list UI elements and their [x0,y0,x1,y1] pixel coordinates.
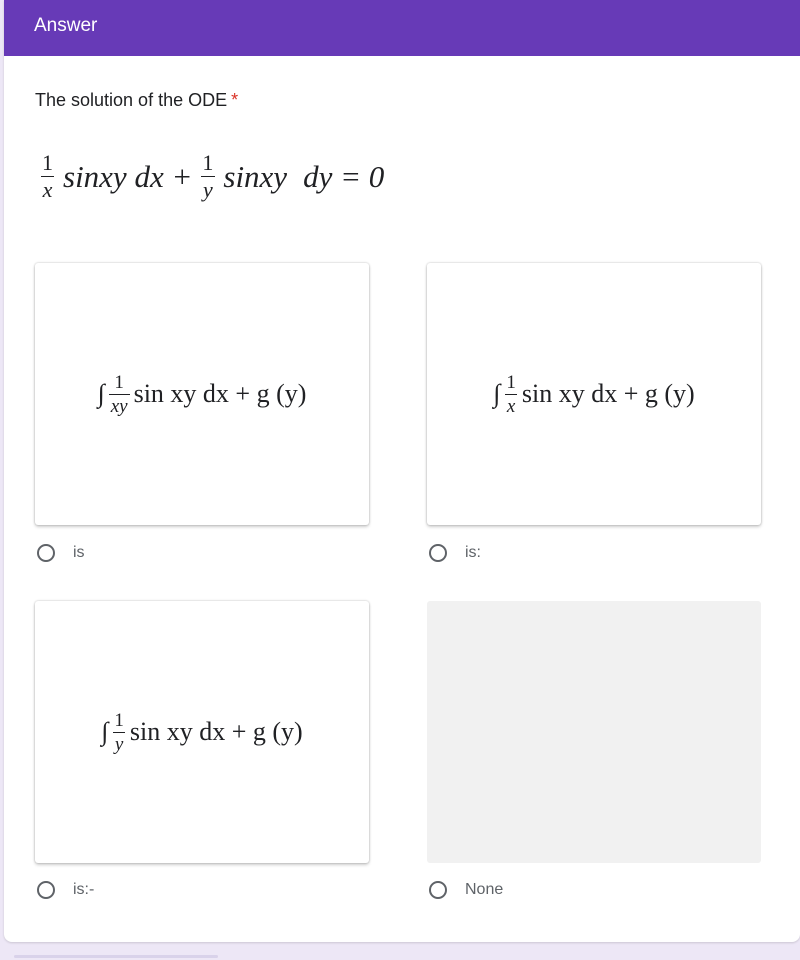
section-header [4,0,800,56]
option-image-1[interactable] [35,263,369,525]
option-image-3[interactable] [35,601,369,863]
option-fraction [504,373,518,416]
option-formula [35,601,369,863]
fraction-numerator: 1 [506,371,516,393]
fraction-denominator: y [114,733,124,755]
question-title [35,90,238,111]
fraction-numerator: 1 [42,150,53,175]
option-image-2[interactable] [427,263,761,525]
fraction-denominator: x [506,395,516,417]
integral-sign: ∫ [101,717,109,746]
equation-term: dy = 0 [303,158,385,194]
fraction-one-over-x [40,152,55,201]
radio-button[interactable] [429,881,447,899]
bottom-divider [14,955,218,958]
option-label: None [465,881,504,898]
option-formula [35,263,369,525]
radio-button[interactable] [37,881,55,899]
integral-sign: ∫ [97,379,105,408]
equation-term: sinxy [223,158,288,194]
fraction-numerator: 1 [114,709,124,731]
fraction-one-over-y [200,152,215,201]
integral-sign: ∫ [493,379,501,408]
option-radio-row-4[interactable] [429,881,503,899]
option-image-placeholder-4 [427,601,761,863]
required-asterisk: * [231,90,239,110]
option-formula [427,263,761,525]
fraction-denominator: x [42,177,53,202]
option-fraction [109,373,130,416]
fraction-denominator: xy [110,395,128,417]
option-label: is: [465,544,481,561]
fraction-numerator: 1 [114,371,124,393]
formula-rest: sin xy dx + g (y) [521,379,695,408]
question-equation [40,152,384,201]
formula-rest: sin xy dx + g (y) [133,379,307,408]
section-title: Answer [34,15,98,36]
option-label: is:- [73,881,95,898]
option-label: is [73,544,85,561]
fraction-denominator: y [202,177,213,202]
option-radio-row-1[interactable] [37,544,85,562]
radio-button[interactable] [37,544,55,562]
option-fraction [112,711,126,754]
option-radio-row-3[interactable] [37,881,94,899]
formula-rest: sin xy dx + g (y) [129,717,303,746]
form-card [4,0,800,942]
radio-button[interactable] [429,544,447,562]
question-text: The solution of the ODE [35,90,228,110]
option-radio-row-2[interactable] [429,544,481,562]
fraction-numerator: 1 [202,150,214,175]
equation-term: sinxy dx + [63,158,193,194]
